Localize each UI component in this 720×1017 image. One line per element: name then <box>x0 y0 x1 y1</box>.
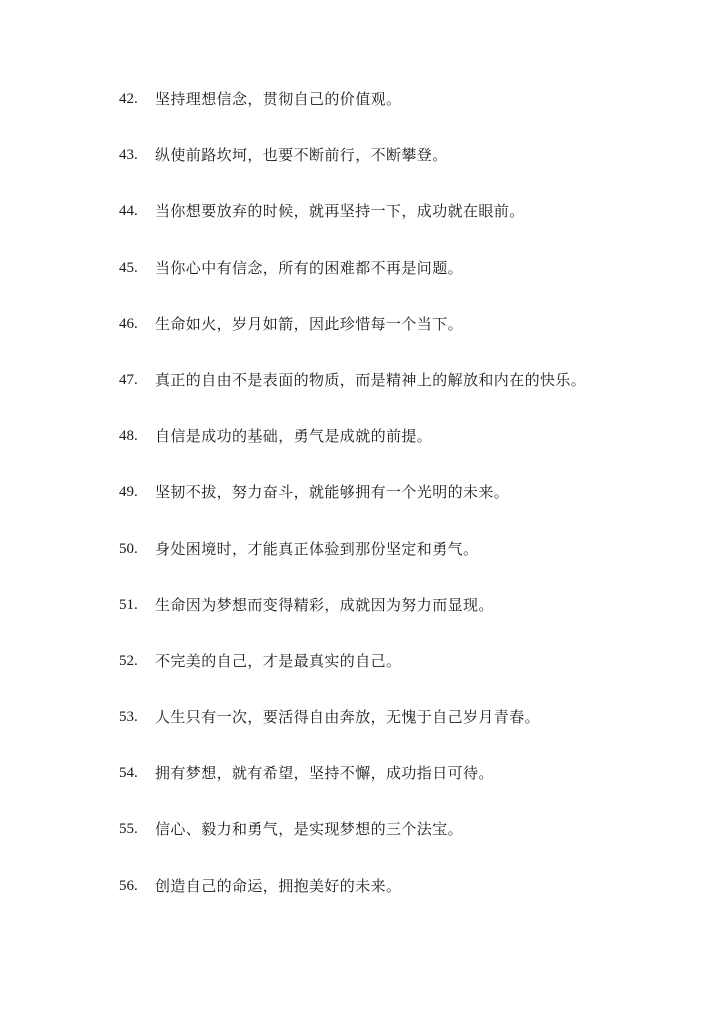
item-number: 52. <box>119 652 138 669</box>
item-text: 坚持理想信念，贯彻自己的价值观。 <box>155 90 402 108</box>
item-number: 46. <box>119 315 138 332</box>
item-number: 53. <box>119 709 138 726</box>
item-number: 49. <box>119 484 138 501</box>
list-item <box>119 649 586 705</box>
list-item <box>119 593 586 649</box>
item-text: 当你心中有信念，所有的困难都不再是问题。 <box>155 258 464 277</box>
item-number: 44. <box>119 203 138 220</box>
list-item <box>119 817 586 873</box>
list-item <box>119 199 586 255</box>
list-item <box>119 537 586 593</box>
list-item <box>119 480 586 536</box>
item-text: 信心、毅力和勇气，是实现梦想的三个法宝。 <box>155 820 464 839</box>
item-number: 47. <box>119 371 138 388</box>
item-text: 生命如火，岁月如箭，因此珍惜每一个当下。 <box>155 314 464 333</box>
item-text: 身处困境时，才能真正体验到那份坚定和勇气。 <box>155 539 479 558</box>
item-number: 43. <box>119 147 138 164</box>
list-item <box>119 424 586 480</box>
item-text: 人生只有一次，要活得自由奔放，无愧于自己岁月青春。 <box>155 708 541 727</box>
item-number: 54. <box>119 765 138 782</box>
item-number: 50. <box>119 540 138 557</box>
item-text: 纵使前路坎坷，也要不断前行，不断攀登。 <box>155 146 448 165</box>
item-text: 不完美的自己，才是最真实的自己。 <box>155 651 402 670</box>
list-item <box>119 312 586 368</box>
item-number: 55. <box>119 821 138 838</box>
item-number: 48. <box>119 428 138 445</box>
item-number: 42. <box>119 91 138 107</box>
item-text: 自信是成功的基础，勇气是成就的前提。 <box>155 427 433 446</box>
list-item <box>119 761 586 817</box>
item-text: 坚韧不拔，努力奋斗，就能够拥有一个光明的未来。 <box>155 483 510 502</box>
item-text: 当你想要放弃的时候，就再坚持一下，成功就在眼前。 <box>155 202 525 221</box>
list-item <box>119 256 586 312</box>
item-text: 生命因为梦想而变得精彩，成就因为努力而显现。 <box>155 595 494 614</box>
list-item <box>119 143 586 199</box>
quote-list <box>119 87 586 930</box>
item-number: 51. <box>119 596 138 613</box>
item-number: 45. <box>119 259 138 276</box>
item-text: 真正的自由不是表面的物质，而是精神上的解放和内在的快乐。 <box>155 370 587 389</box>
item-text: 创造自己的命运，拥抱美好的未来。 <box>155 876 402 895</box>
item-number: 56. <box>119 877 138 894</box>
list-item <box>119 368 586 424</box>
list-item <box>119 874 586 930</box>
list-item <box>119 87 586 143</box>
item-text: 拥有梦想，就有希望，坚持不懈，成功指日可待。 <box>155 764 494 783</box>
list-item <box>119 705 586 761</box>
